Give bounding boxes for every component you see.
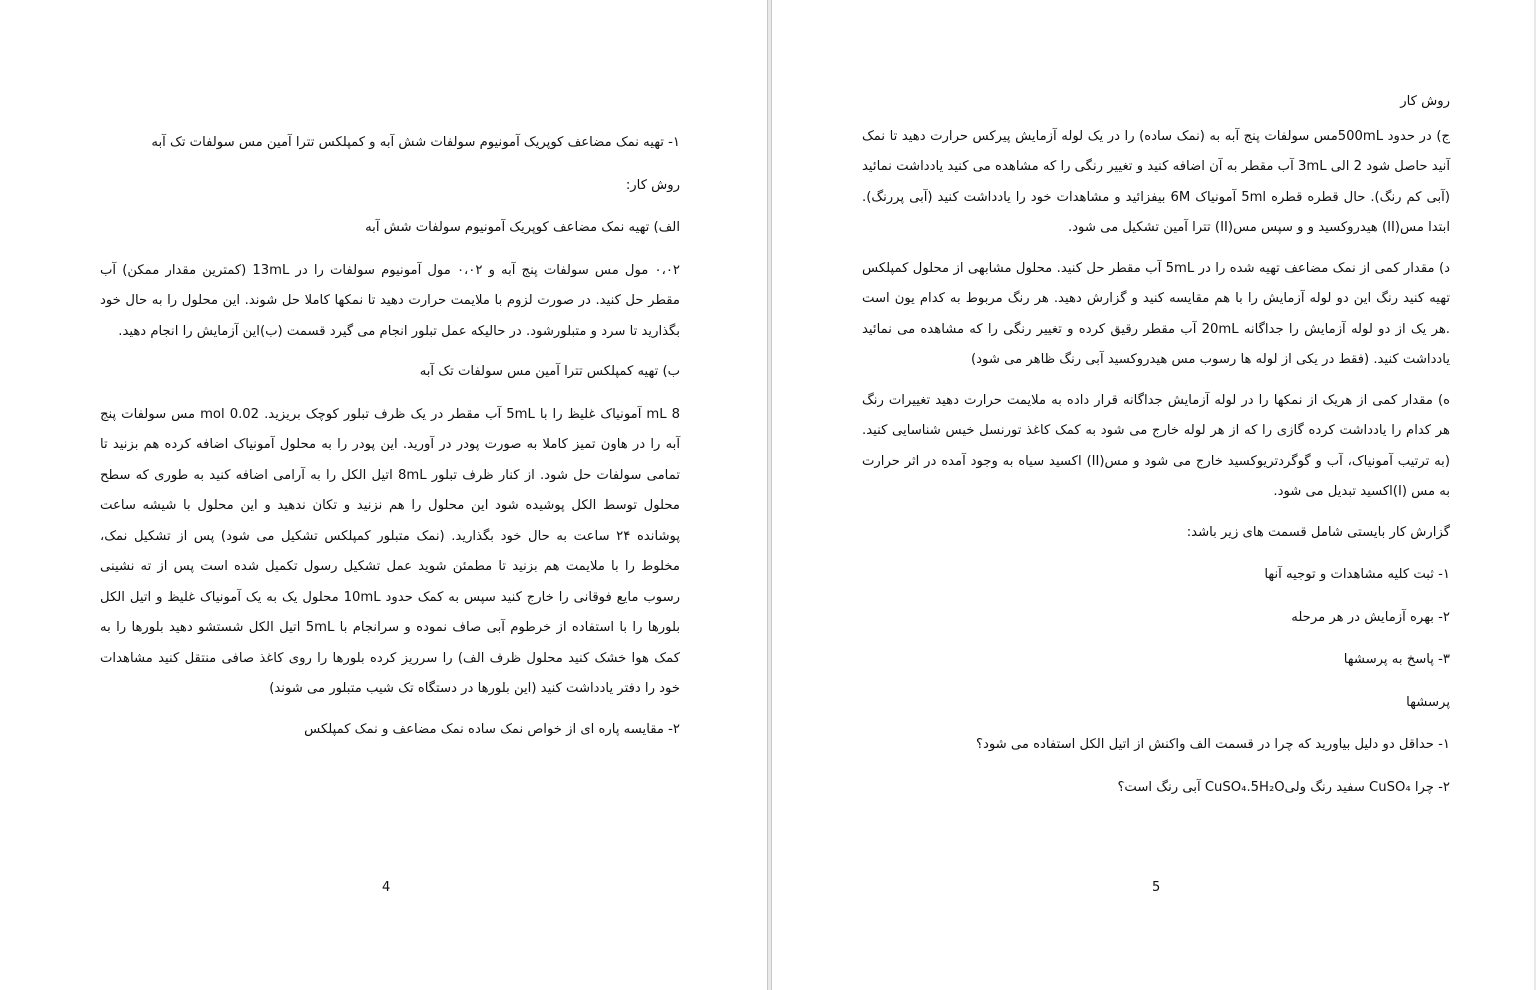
page-number: 4 [382, 880, 391, 895]
section-1-heading: ۱- تهیه نمک مضاعف کوپریک آمونیوم سولفات شش آبه و کمپلکس تترا آمین مس سولفات تک آبه [151, 135, 680, 150]
document-page-5 [771, 0, 1534, 990]
questions-heading: پرسشها [1406, 694, 1450, 710]
procedure-heading: روش کار [1400, 94, 1450, 109]
part-c-paragraph: ج) در حدود 500mLمس سولفات پنج آبه به (نمک ساده) را در یک لوله آزمایش پیرکس حرارت دهید تا نمک آنید حاصل شود 2 الی 3mL آب مقطر به آن اضافه کنید و تغییر رنگی را که مشاهده می کنید یادداشت نمائید (آبی کم رنگ). حال قطره قطره 5ml آمونیاک 6M بیفزائید و مشاهدات خود را یادداشت کنید (آبی پررنگ). ابتدا مس(II) هیدروکسید و و سپس مس(II) تترا آمین تشکیل می شود. [862, 128, 1451, 235]
page-5-body [862, 87, 1450, 815]
part-d-paragraph: د) مقدار کمی از نمک مضاعف تهیه شده را در 5mL آب مقطر حل کنید. محلول مشابهی از محلول کمپلکس تهیه کنید رنگ این دو لوله آزمایش را با هم مقایسه کنید و گزارش دهید. هر رنگ مربوط به کدام یون است .هر یک از دو لوله آزمایش را جداگانه 20mL آب مقطر رقیق کرده و تغییر رنگی را که مشاهده می نمائید یادداشت کنید. (فقط در یکی از لوله ها رسوب مس هیدروکسید آبی رنگ ظاهر می شود) [862, 260, 1450, 367]
question-1: ۱- حداقل دو دلیل بیاورید که چرا در قسمت الف واکنش از اتیل الکل استفاده می شود؟ [975, 737, 1450, 752]
question-2: ۲- چرا CuSO₄ سفید رنگ ولیCuSO₄.5H₂O آبی رنگ است؟ [1117, 779, 1450, 795]
page-4-body [100, 128, 680, 755]
report-item-1: ۱- ثبت کلیه مشاهدات و توجیه آنها [1264, 567, 1450, 582]
part-e-paragraph: ه) مقدار کمی از هریک از نمکها را در لوله آزمایش جداگانه قرار داده به ملایمت حرارت دهید تغییرات رنگ هر کدام را یادداشت کرده گازی را که از هر لوله خارج می شود به کمک کاغذ تورنسل خیس شناسایی کنید. (به ترتیب آمونیاک، آب و گوگردتریوکسید خارج می شود و مس(II) اکسید سیاه به وجود آمده در اثر حرارت به مس (I)اکسید تبدیل می شود. [862, 392, 1450, 499]
part-a-paragraph: ۰،۰۲ مول مس سولفات پنج آبه و ۰،۰۲ مول آمونیوم سولفات را در 13mL (کمترین مقدار ممکن) آب مقطر حل کنید. در صورت لزوم با ملایمت حرارت دهید تا نمکها کاملا حل شوند. این محلول را به حال خود بگذارید تا سرد و متبلورشود. در حالیکه عمل تبلور انجام می گیرد قسمت (ب)این آزمایش را انجام دهید. [100, 262, 681, 339]
section-2-heading: ۲- مقایسه پاره ای از خواص نمک ساده نمک مضاعف و نمک کمپلکس [304, 721, 680, 737]
report-item-3: ۳- پاسخ به پرسشها [1343, 652, 1450, 667]
procedure-heading: روش کار: [625, 177, 680, 193]
page-number: 5 [1152, 880, 1161, 895]
part-a-heading: الف) تهیه نمک مضاعف کوپریک آمونیوم سولفات شش آبه [365, 220, 680, 235]
part-b-heading: ب) تهیه کمپلکس تترا آمین مس سولفات تک آبه [419, 364, 680, 379]
part-b-paragraph: 8 mL آمونیاک غلیظ را با 5mL آب مقطر در یک ظرف تبلور کوچک بریزید. 0.02 mol مس سولفات پنج آبه را در هاون تمیز کاملا به صورت پودر در آورید. این پودر را به محلول آمونیاک اضافه کرده هم بزنید تا تمامی سولفات حل شود. از کنار ظرف تبلور 8mL اتیل الکل را به آرامی اضافه کنید به طوری که سطح محلول توسط الکل پوشیده شود این محلول را هم نزنید و تکان ندهید و این محلول با شیشه ساعت پوشانده ۲۴ ساعت به حال خود بگذارید. (نمک متبلور کمپلکس تشکیل می شود) پس از تشکیل نمک، مخلوط را با ملایمت هم بزنید تا مطمئن شوید عمل تشکیل رسول تکمیل شده است پس از ته نشینی رسوب مایع فوقانی را خارج کنید سپس به کمک حدود 10mL محلول یک به یک آمونیاک غلیظ و اتیل الکل بلورها را با استفاده از خرطوم آبی صاف نموده و سرانجام با 5mL اتیل الکل شستشو دهید بلورها را به کمک هوا خشک کنید محلول ظرف الف) را سرریز کرده بلورها را روی کاغذ صافی منتقل کنید مشاهدات خود را دفتر یادداشت کنید (این بلورها در دستگاه تک شیب متبلور می شوند) [100, 406, 681, 696]
report-heading: گزارش کار بایستی شامل قسمت های زیر باشد: [1186, 524, 1450, 540]
report-item-2: ۲- بهره آزمایش در هر مرحله [1291, 609, 1450, 625]
